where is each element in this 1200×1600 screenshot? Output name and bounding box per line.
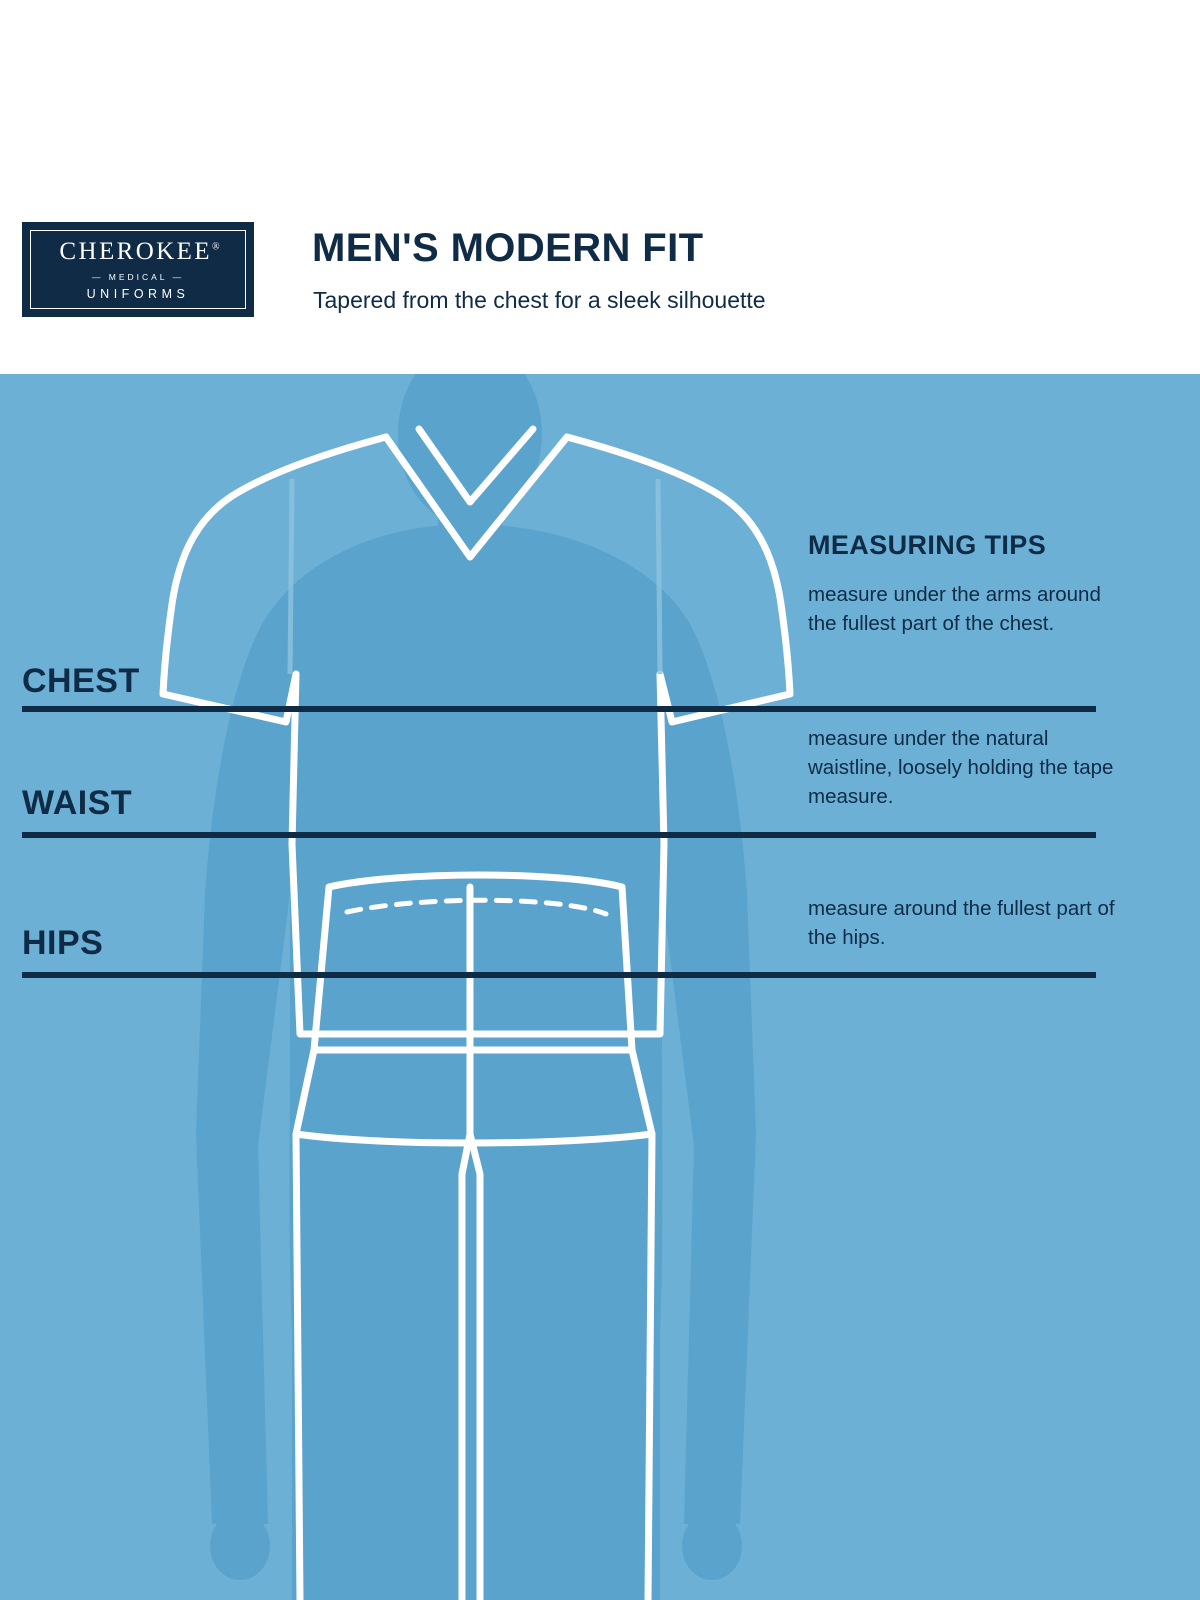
page-title: MEN'S MODERN FIT bbox=[312, 226, 704, 270]
measurement-line-waist bbox=[22, 832, 1096, 838]
registered-mark: ® bbox=[211, 241, 220, 253]
diagram-panel bbox=[0, 374, 1200, 1600]
body-silhouette bbox=[196, 374, 756, 1600]
measuring-tip-hips: measure around the fullest part of the hips. bbox=[808, 897, 1115, 950]
measurement-label-chest: CHEST bbox=[22, 662, 140, 700]
measuring-tips-heading: MEASURING TIPS bbox=[808, 530, 1047, 560]
page-subtitle: Tapered from the chest for a sleek silhouette bbox=[313, 287, 766, 313]
brand-name-text: CHEROKEE bbox=[59, 237, 212, 265]
measurement-label-waist: WAIST bbox=[22, 784, 133, 822]
measurement-line-hips bbox=[22, 972, 1096, 978]
brand-logo bbox=[22, 222, 254, 317]
measurement-line-chest bbox=[22, 706, 1096, 712]
brand-tagline-uniforms: UNIFORMS bbox=[86, 286, 190, 301]
measuring-tip-chest: measure under the arms around the fullest part of the chest. bbox=[808, 583, 1101, 636]
brand-tagline-medical: — MEDICAL — bbox=[91, 271, 185, 282]
measuring-tip-waist: measure under the natural waistline, loosely holding the tape measure. bbox=[808, 727, 1114, 809]
brand-name bbox=[56, 239, 219, 264]
measurement-label-hips: HIPS bbox=[22, 924, 104, 962]
brand-logo-frame bbox=[30, 230, 246, 309]
header bbox=[0, 0, 1200, 374]
